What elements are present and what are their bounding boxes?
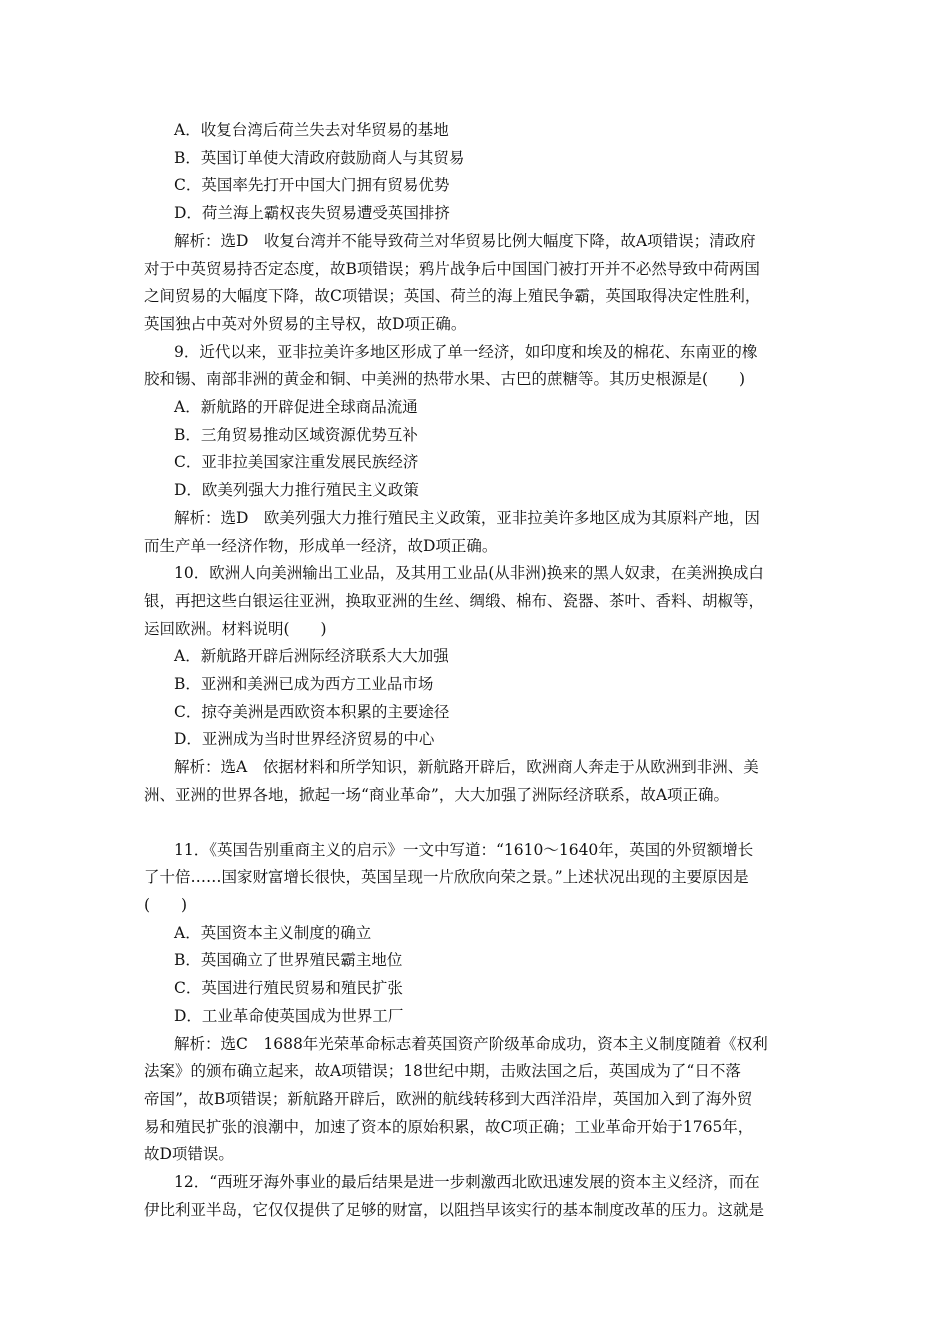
answer-option: B．亚洲和美洲已成为西方工业品市场 [174,675,434,694]
text-line: 英国独占中英对外贸易的主导权，故D项正确。 [144,314,467,333]
text-line: 解析：选D 收复台湾并不能导致荷兰对华贸易比例大幅度下降，故A项错误；清政府 [174,231,756,250]
answer-option: C．英国率先打开中国大门拥有贸易优势 [174,176,450,195]
text-line: 解析：选C 1688年光荣革命标志着英国资产阶级革命成功，资本主义制度随着《权利 [174,1034,768,1053]
text-line: 洲、亚洲的世界各地，掀起一场“商业革命”，大大加强了洲际经济联系，故A项正确。 [144,785,730,804]
answer-option: A．收复台湾后荷兰失去对华贸易的基地 [174,121,449,139]
answer-option: B．英国订单使大清政府鼓励商人与其贸易 [174,148,465,167]
answer-option: D．工业革命使英国成为世界工厂 [174,1006,404,1025]
answer-option: C．掠夺美洲是西欧资本积累的主要途径 [174,702,450,721]
text-line: 而生产单一经济作物，形成单一经济，故D项正确。 [144,536,498,555]
text-line: 10．欧洲人向美洲输出工业品，及其用工业品(从非洲)换来的黑人奴隶，在美洲换成白 [174,564,764,583]
text-line: ( ) [144,895,188,914]
document-page [144,117,810,1224]
text-line: 之间贸易的大幅度下降，故C项错误；英国、荷兰的海上殖民争霸，英国取得决定性胜利， [144,287,761,306]
answer-option: D．荷兰海上霸权丧失贸易遭受英国排挤 [174,204,450,223]
answer-option: A．英国资本主义制度的确立 [174,923,372,942]
answer-option: A．新航路开辟后洲际经济联系大大加强 [174,647,449,666]
answer-option: B．三角贸易推动区域资源优势互补 [174,425,418,444]
answer-option: C．英国进行殖民贸易和殖民扩张 [174,979,403,998]
text-line: 解析：选A 依据材料和所学知识，新航路开辟后，欧洲商人奔走于从欧洲到非洲、美 [174,758,759,777]
answer-option: A．新航路的开辟促进全球商品流通 [174,398,418,417]
blank-line [144,810,810,837]
text-line: 对于中英贸易持否定态度，故B项错误；鸦片战争后中国国门被打开并不必然导致中荷两国 [144,259,760,278]
text-line: 9．近代以来，亚非拉美许多地区形成了单一经济，如印度和埃及的棉花、东南亚的橡 [174,342,758,361]
text-line: 运回欧洲。材料说明( ) [144,619,327,638]
answer-option: C．亚非拉美国家注重发展民族经济 [174,453,419,472]
text-line: 伊比利亚半岛，它仅仅提供了足够的财富，以阻挡早该实行的基本制度改革的压力。这就是 [144,1200,765,1219]
text-line: 11．《英国告别重商主义的启示》一文中写道：“1610～1640年，英国的外贸额增长 [174,840,754,859]
text-line: 帝国”，故B项错误；新航路开辟后，欧洲的航线转移到大西洋沿岸，英国加入到了海外贸 [144,1089,753,1108]
text-line: 解析：选D 欧美列强大力推行殖民主义政策，亚非拉美许多地区成为其原料产地，因 [174,508,760,527]
text-line: 易和殖民扩张的浪潮中，加速了资本的原始积累，故C项正确；工业革命开始于1765年， [144,1117,754,1136]
text-line: 胶和锡、南部非洲的黄金和铜、中美洲的热带水果、古巴的蔗糖等。其历史根源是( ) [144,370,746,389]
answer-option: B．英国确立了世界殖民霸主地位 [174,951,403,970]
text-line: 12．“西班牙海外事业的最后结果是进一步刺激西北欧迅速发展的资本主义经济，而在 [174,1173,760,1192]
answer-option: D．亚洲成为当时世界经济贸易的中心 [174,730,435,749]
text-line: 故D项错误。 [144,1145,234,1164]
answer-option: D．欧美列强大力推行殖民主义政策 [174,481,419,500]
text-line: 法案》的颁布确立起来，故A项错误；18世纪中期，击败法国之后，英国成为了“日不落 [144,1062,741,1081]
text-line: 银，再把这些白银运往亚洲，换取亚洲的生丝、绸缎、棉布、瓷器、茶叶、香料、胡椒等， [144,591,765,610]
text-line: 了十倍……国家财富增长很快，英国呈现一片欣欣向荣之景。”上述状况出现的主要原因是 [144,868,749,887]
